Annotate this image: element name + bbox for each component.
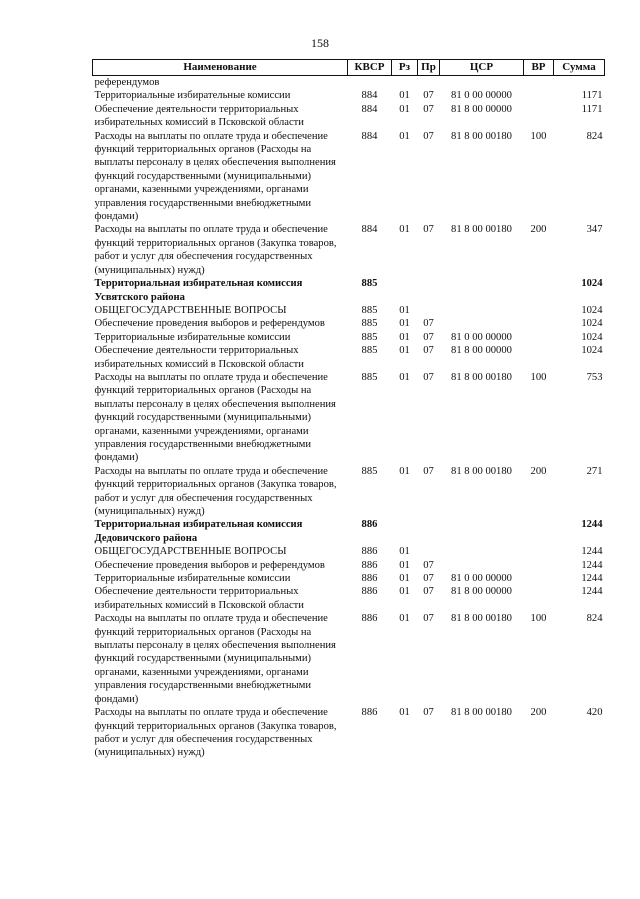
- cell-kvsr: 885: [361, 371, 378, 383]
- cell-pr: 07: [423, 573, 434, 585]
- cell-name: Обеспечение проведения выборов и референдумов: [94, 559, 325, 571]
- cell-pr: [418, 277, 440, 304]
- cell-vr: [524, 331, 554, 344]
- cell-sum: 1024: [581, 304, 603, 316]
- header-vr: ВР: [524, 60, 554, 76]
- table-row: [93, 317, 605, 330]
- cell-pr: 07: [423, 465, 434, 477]
- cell-kvsr: 885: [361, 345, 378, 357]
- cell-vr: [524, 304, 554, 317]
- cell-rz: 01: [399, 224, 410, 236]
- cell-csr: 81 8 00 00180: [451, 371, 512, 383]
- table-row: [93, 612, 605, 706]
- table-row: [93, 371, 605, 465]
- cell-csr: 81 8 00 00180: [451, 130, 512, 142]
- table-row: [93, 223, 605, 277]
- cell-name: Расходы на выплаты по оплате труда и обеспечение функций территориальных органов (Расходы на выплаты персоналу в целях обеспечения выполнения функций государственными (муниципальными) органами, казенными учреждениями, органами управления государственными внебюджетными фондами): [94, 130, 336, 223]
- cell-pr: 07: [423, 103, 434, 115]
- cell-rz: 01: [399, 90, 410, 102]
- cell-name: Территориальная избирательная комиссия Дедовичского района: [94, 519, 303, 544]
- cell-kvsr: 884: [361, 224, 378, 236]
- cell-rz: [392, 518, 418, 545]
- cell-pr: 07: [423, 224, 434, 236]
- cell-sum: 420: [586, 707, 603, 719]
- cell-kvsr: 884: [361, 103, 378, 115]
- cell-kvsr: 886: [361, 613, 378, 625]
- cell-rz: 01: [399, 613, 410, 625]
- cell-sum: 1024: [581, 318, 603, 330]
- cell-sum: 824: [586, 613, 603, 625]
- cell-rz: 01: [399, 559, 410, 571]
- cell-vr: [524, 89, 554, 102]
- cell-vr: [524, 545, 554, 558]
- cell-csr: [440, 76, 524, 90]
- cell-pr: [418, 304, 440, 317]
- cell-kvsr: 886: [361, 559, 378, 571]
- cell-kvsr: 886: [361, 519, 378, 531]
- cell-sum: 1024: [581, 278, 603, 290]
- cell-rz: 01: [399, 304, 410, 316]
- cell-pr: 07: [423, 613, 434, 625]
- cell-csr: 81 8 00 00180: [451, 224, 512, 236]
- cell-vr: [524, 518, 554, 545]
- cell-name: Территориальные избирательные комиссии: [94, 573, 291, 585]
- cell-pr: 07: [423, 130, 434, 142]
- cell-kvsr: 886: [361, 707, 378, 719]
- cell-sum: [554, 76, 605, 90]
- cell-name: Обеспечение деятельности территориальных избирательных комиссий в Псковской области: [94, 103, 304, 129]
- cell-csr: 81 8 00 00180: [451, 465, 512, 477]
- cell-pr: 07: [423, 90, 434, 102]
- table-row: [93, 545, 605, 558]
- cell-rz: 01: [399, 546, 410, 558]
- cell-kvsr: [348, 76, 392, 90]
- cell-rz: [392, 277, 418, 304]
- cell-kvsr: 886: [361, 573, 378, 585]
- header-kvsr: КВСР: [348, 60, 392, 76]
- cell-vr: 100: [530, 613, 547, 625]
- cell-sum: 1024: [581, 345, 603, 357]
- cell-pr: [418, 518, 440, 545]
- cell-vr: [524, 277, 554, 304]
- cell-vr: [524, 572, 554, 585]
- cell-rz: 01: [399, 331, 410, 343]
- table-row: [93, 76, 605, 90]
- cell-name: Обеспечение деятельности территориальных избирательных комиссий в Псковской области: [94, 345, 304, 370]
- cell-pr: 07: [423, 331, 434, 343]
- table-row: [93, 585, 605, 612]
- table-row: [93, 331, 605, 344]
- budget-table: [92, 59, 605, 760]
- cell-vr: [524, 103, 554, 130]
- cell-csr: 81 8 00 00000: [451, 586, 512, 598]
- cell-vr: 200: [530, 224, 547, 236]
- cell-csr: 81 0 00 00000: [451, 90, 512, 102]
- cell-csr: 81 8 00 00180: [451, 707, 512, 719]
- cell-sum: 753: [586, 371, 603, 383]
- cell-name: Расходы на выплаты по оплате труда и обеспечение функций территориальных органов (Расходы на выплаты персоналу в целях обеспечения выполнения функций государственными (муниципальными) органами, казенными учреждениями, органами управления государственными внебюджетными фондами): [94, 371, 336, 464]
- cell-name: Расходы на выплаты по оплате труда и обеспечение функций территориальных органов (Закупка товаров, работ и услуг для обеспечения государственных (муниципальных) нужд): [94, 707, 337, 759]
- cell-kvsr: 885: [361, 318, 378, 330]
- table-header-row: [93, 60, 605, 76]
- cell-csr: 81 8 00 00180: [451, 613, 512, 625]
- cell-pr: 07: [423, 345, 434, 357]
- header-rz: Рз: [392, 60, 418, 76]
- table-row: [93, 559, 605, 572]
- cell-name: Расходы на выплаты по оплате труда и обеспечение функций территориальных органов (Закупка товаров, работ и услуг для обеспечения государственных (муниципальных) нужд): [94, 465, 337, 517]
- cell-sum: 1171: [581, 103, 603, 115]
- cell-pr: [418, 545, 440, 558]
- cell-sum: 1244: [581, 546, 603, 558]
- table-row: [93, 344, 605, 371]
- cell-name: Расходы на выплаты по оплате труда и обеспечение функций территориальных органов (Расходы на выплаты персоналу в целях обеспечения выполнения функций государственными (муниципальными) органами, казенными учреждениями, органами управления государственными внебюджетными фондами): [94, 613, 336, 705]
- cell-kvsr: 885: [361, 331, 378, 343]
- table-row: [93, 277, 605, 304]
- cell-vr: [524, 585, 554, 612]
- cell-rz: [392, 76, 418, 90]
- cell-kvsr: 884: [361, 90, 378, 102]
- cell-vr: 100: [530, 371, 547, 383]
- cell-rz: 01: [399, 130, 410, 142]
- cell-rz: 01: [399, 573, 410, 585]
- table-row: [93, 103, 605, 130]
- cell-csr: [440, 304, 524, 317]
- cell-vr: [524, 559, 554, 572]
- cell-name: Расходы на выплаты по оплате труда и обеспечение функций территориальных органов (Закупка товаров, работ и услуг для обеспечения государственных (муниципальных) нужд): [94, 224, 337, 276]
- table-row: [93, 572, 605, 585]
- cell-pr: 07: [423, 707, 434, 719]
- cell-name: Территориальные избирательные комиссии: [94, 90, 291, 102]
- cell-rz: 01: [399, 465, 410, 477]
- page-number: 158: [311, 36, 329, 50]
- cell-name: Территориальная избирательная комиссия Усвятского района: [94, 278, 303, 303]
- cell-pr: 07: [423, 559, 434, 571]
- cell-csr: [440, 277, 524, 304]
- table-row: [93, 465, 605, 519]
- cell-sum: 1244: [581, 573, 603, 585]
- table-body: [93, 76, 605, 760]
- cell-pr: 07: [423, 318, 434, 330]
- header-sum: Сумма: [554, 60, 605, 76]
- cell-pr: [418, 76, 440, 90]
- cell-sum: 347: [586, 224, 603, 236]
- table-row: [93, 89, 605, 102]
- cell-rz: 01: [399, 707, 410, 719]
- cell-sum: 1244: [581, 586, 603, 598]
- cell-rz: 01: [399, 586, 410, 598]
- cell-vr: [524, 344, 554, 371]
- table-row: [93, 706, 605, 760]
- cell-vr: 200: [530, 707, 547, 719]
- cell-sum: 271: [586, 465, 603, 477]
- cell-vr: 100: [530, 130, 547, 142]
- cell-kvsr: 884: [361, 130, 378, 142]
- cell-pr: 07: [423, 371, 434, 383]
- cell-sum: 824: [586, 130, 603, 142]
- table-row: [93, 130, 605, 224]
- cell-name: ОБЩЕГОСУДАРСТВЕННЫЕ ВОПРОСЫ: [94, 304, 287, 316]
- cell-csr: 81 0 00 00000: [451, 573, 512, 585]
- cell-pr: 07: [423, 586, 434, 598]
- cell-kvsr: 885: [361, 278, 378, 290]
- cell-csr: 81 8 00 00000: [451, 103, 512, 115]
- header-csr: ЦСР: [440, 60, 524, 76]
- cell-rz: 01: [399, 345, 410, 357]
- cell-kvsr: 885: [361, 465, 378, 477]
- cell-sum: 1244: [581, 519, 603, 531]
- cell-name: Обеспечение деятельности территориальных избирательных комиссий в Псковской области: [94, 586, 304, 611]
- cell-vr: [524, 76, 554, 90]
- header-pr: Пр: [418, 60, 440, 76]
- cell-name: ОБЩЕГОСУДАРСТВЕННЫЕ ВОПРОСЫ: [94, 546, 287, 558]
- cell-vr: [524, 317, 554, 330]
- table-row: [93, 518, 605, 545]
- cell-csr: [440, 518, 524, 545]
- cell-csr: [440, 545, 524, 558]
- cell-sum: 1171: [581, 90, 603, 102]
- cell-csr: 81 8 00 00000: [451, 345, 512, 357]
- cell-rz: 01: [399, 318, 410, 330]
- cell-sum: 1024: [581, 331, 603, 343]
- cell-name: Обеспечение проведения выборов и референдумов: [94, 318, 325, 330]
- cell-vr: 200: [530, 465, 547, 477]
- cell-name: Территориальные избирательные комиссии: [94, 331, 291, 343]
- cell-rz: 01: [399, 103, 410, 115]
- cell-csr: [440, 317, 524, 330]
- cell-rz: 01: [399, 371, 410, 383]
- cell-kvsr: 886: [361, 586, 378, 598]
- cell-sum: 1244: [581, 559, 603, 571]
- table-row: [93, 304, 605, 317]
- cell-name: референдумов: [94, 77, 160, 88]
- cell-csr: [440, 559, 524, 572]
- cell-csr: 81 0 00 00000: [451, 331, 512, 343]
- cell-kvsr: 886: [361, 546, 378, 558]
- header-name: Наименование: [93, 60, 348, 76]
- cell-kvsr: 885: [361, 304, 378, 316]
